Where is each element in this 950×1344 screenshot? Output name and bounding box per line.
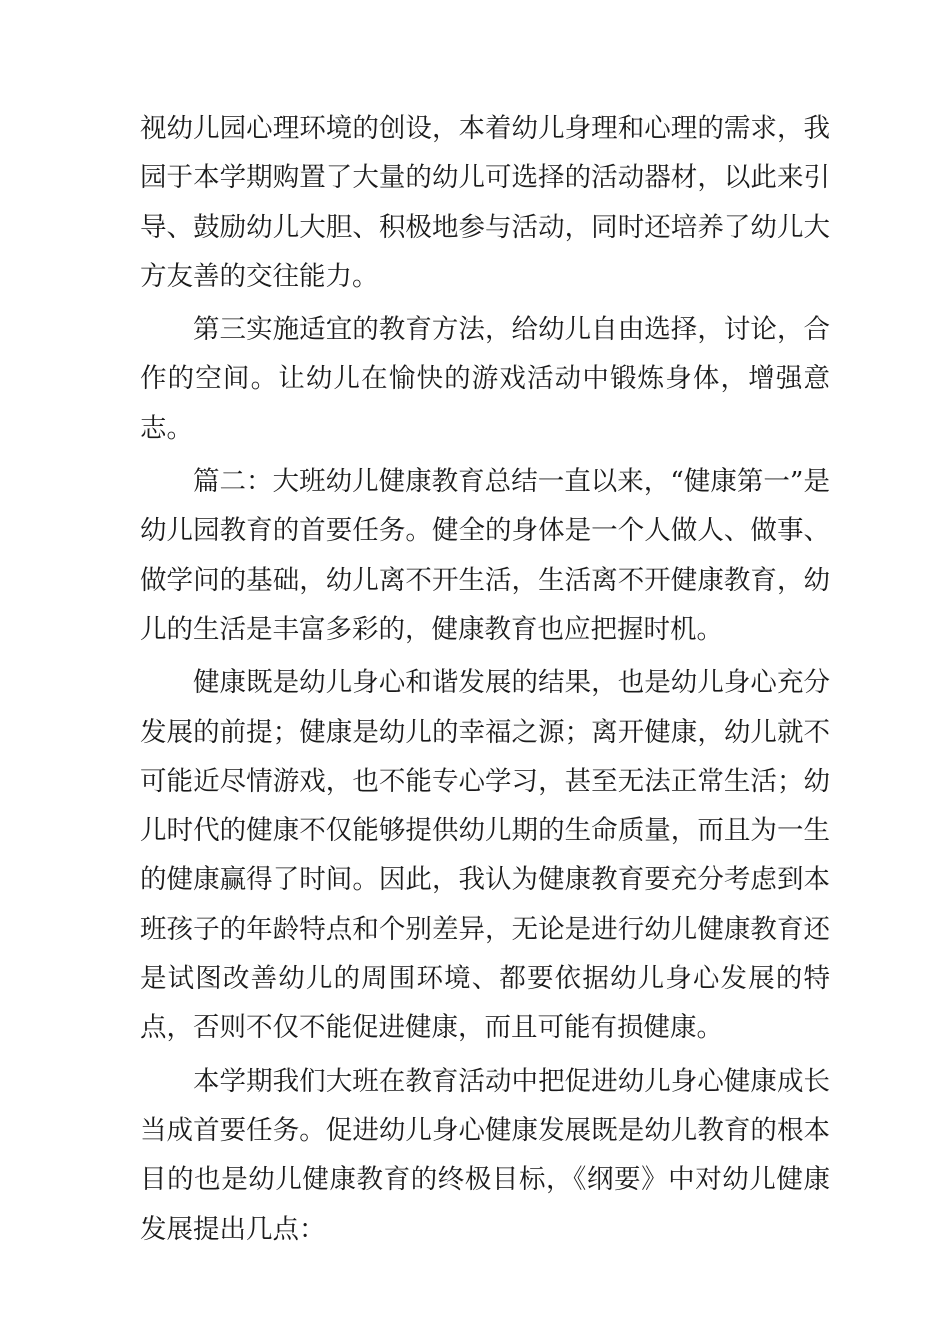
document-body xyxy=(140,104,830,1254)
paragraph-4: 健康既是幼儿身心和谐发展的结果，也是幼儿身心充分发展的前提；健康是幼儿的幸福之源；离开健康，幼儿就不可能近尽情游戏，也不能专心学习，甚至无法正常生活；幼儿时代的健康不仅能够提供幼儿期的生命质量，而且为一生的健康赢得了时间。因此，我认为健康教育要充分考虑到本班孩子的年龄特点和个别差异，无论是进行幼儿健康教育还是试图改善幼儿的周围环境、都要依据幼儿身心发展的特点，否则不仅不能促进健康，而且可能有损健康。 xyxy=(140,667,830,1044)
paragraph-2: 第三实施适宜的教育方法，给幼儿自由选择，讨论，合作的空间。让幼儿在愉快的游戏活动中锻炼身体，增强意志。 xyxy=(140,314,830,444)
paragraph-3: 篇二：大班幼儿健康教育总结一直以来，“健康第一”是幼儿园教育的首要任务。健全的身体是一个人做人、做事、做学问的基础，幼儿离不开生活，生活离不开健康教育，幼儿的生活是丰富多彩的，健康教育也应把握时机。 xyxy=(140,466,830,645)
paragraph-1: 视幼儿园心理环境的创设，本着幼儿身理和心理的需求，我园于本学期购置了大量的幼儿可选择的活动器材，以此来引导、鼓励幼儿大胆、积极地参与活动，同时还培养了幼儿大方友善的交往能力。 xyxy=(140,113,830,292)
paragraph-5: 本学期我们大班在教育活动中把促进幼儿身心健康成长当成首要任务。促进幼儿身心健康发展既是幼儿教育的根本目的也是幼儿健康教育的终极目标，《纲要》中对幼儿健康发展提出几点： xyxy=(140,1065,830,1245)
